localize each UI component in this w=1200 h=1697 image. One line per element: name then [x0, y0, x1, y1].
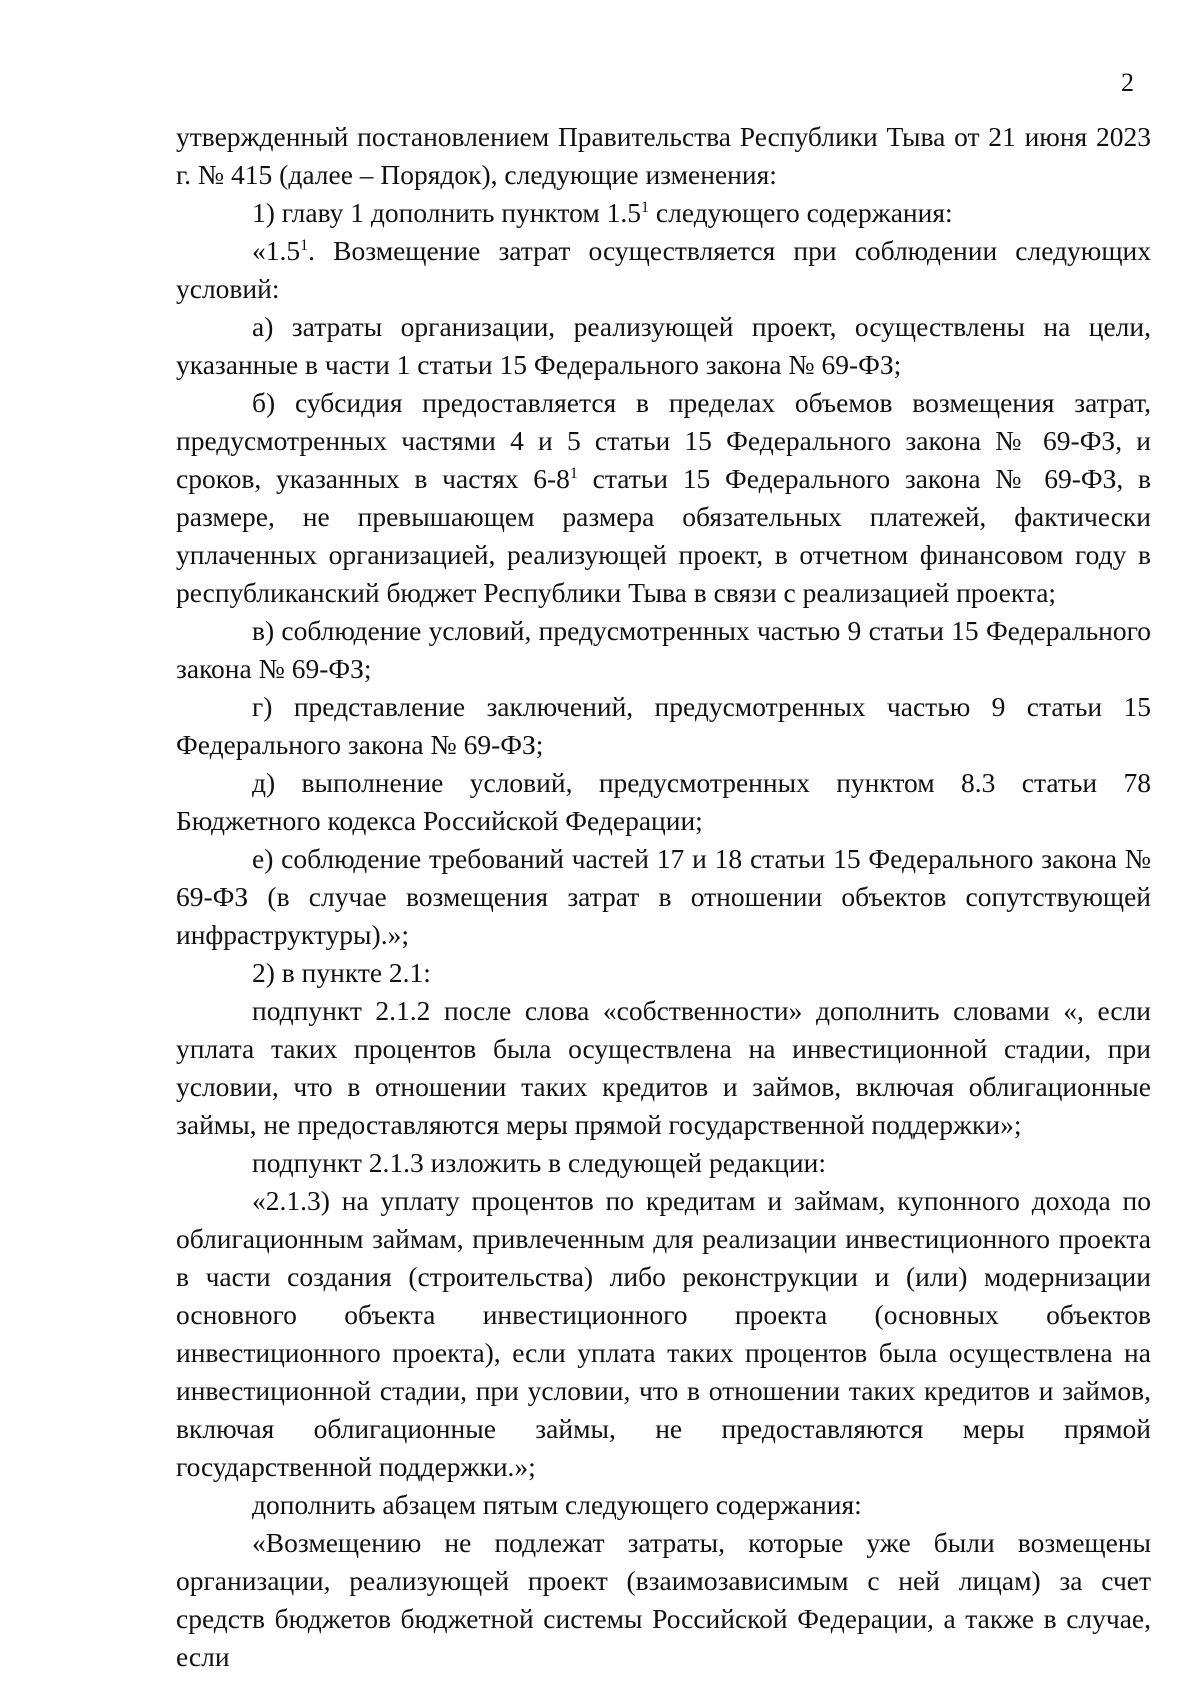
- superscript: 1: [641, 198, 650, 216]
- paragraph-item-2: 2) в пункте 2.1:: [252, 957, 431, 988]
- paragraph-subitem-e: е) соблюдение требований частей 17 и 18 статьи 15 Федерального закона № 69-ФЗ (в случае возмещения затрат в отношении объектов сопутствующей инфраструктуры).»;: [176, 843, 1151, 950]
- paragraph-subitem-d: д) выполнение условий, предусмотренных пунктом 8.3 статьи 78 Бюджетного кодекса Российской Федерации;: [176, 767, 1151, 836]
- superscript: 1: [569, 464, 578, 482]
- paragraph-subitem-g: г) представление заключений, предусмотренных частью 9 статьи 15 Федерального закона № 69-ФЗ;: [176, 691, 1151, 760]
- paragraph-subitem-v: в) соблюдение условий, предусмотренных частью 9 статьи 15 Федерального закона № 69-ФЗ;: [176, 615, 1151, 684]
- document-body: [176, 118, 1151, 1676]
- paragraph-text: . Возмещение затрат осуществляется при соблюдении следующих условий:: [176, 235, 1151, 304]
- paragraph-subclause-2-1-3: «2.1.3) на уплату процентов по кредитам и займам, купонного дохода по облигационным займам, привлеченным для реализации инвестиционного проекта в части создания (строительства) либо реконструкции и (или) модернизации основного объекта инвестиционного проекта (основных объектов инвестиционного проекта), если уплата таких процентов была осуществлена на инвестиционной стадии, при условии, что в отношении таких кредитов и займов, включая облигационные займы, не предоставляются меры прямой государственной поддержки.»;: [176, 1185, 1151, 1482]
- paragraph-clause-1-5-1: [176, 232, 1151, 308]
- paragraph-text: 1) главу 1 дополнить пунктом 1.5: [252, 197, 642, 228]
- paragraph-text: статьи 15 Федерального закона № 69-ФЗ, в размере, не превышающем размера обязательных платежей, фактически уплаченных организацией, реализующей проект, в отчетном финансовом году в республиканский бюджет Республики Тыва в связи с реализацией проекта;: [176, 463, 1151, 608]
- paragraph-subclause-2-1-3-intro: подпункт 2.1.3 изложить в следующей редакции:: [252, 1147, 826, 1178]
- paragraph-subitem-a: а) затраты организации, реализующей проект, осуществлены на цели, указанные в части 1 статьи 15 Федерального закона № 69-ФЗ;: [176, 311, 1151, 380]
- paragraph-text: «1.5: [252, 235, 301, 266]
- paragraph-fifth-abzac-intro: дополнить абзацем пятым следующего содержания:: [252, 1489, 862, 1520]
- paragraph-text: б) субсидия предоставляется в пределах объемов возмещения затрат, предусмотренных частями 4 и 5 статьи 15 Федерального закона № 69-ФЗ, и сроков, указанных в частях 6-8: [176, 387, 1151, 494]
- page-number: 2: [1121, 68, 1134, 97]
- paragraph-fifth-abzac: «Возмещению не подлежат затраты, которые уже были возмещены организации, реализующей проект (взаимозависимым с ней лицам) за счет средств бюджетов бюджетной системы Российской Федерации, а также в случае, если: [176, 1527, 1151, 1672]
- paragraph-intro: утвержденный постановлением Правительства Республики Тыва от 21 июня 2023 г. № 415 (далее – Порядок), следующие изменения:: [176, 121, 1151, 190]
- paragraph-text: следующего содержания:: [649, 197, 953, 228]
- paragraph-subitem-b: [176, 384, 1151, 612]
- paragraph-item-1: [176, 194, 1151, 232]
- superscript: 1: [300, 236, 309, 254]
- paragraph-subclause-2-1-2: подпункт 2.1.2 после слова «собственности» дополнить словами «, если уплата таких процентов была осуществлена на инвестиционной стадии, при условии, что в отношении таких кредитов и займов, включая облигационные займы, не предоставляются меры прямой государственной поддержки»;: [176, 995, 1151, 1140]
